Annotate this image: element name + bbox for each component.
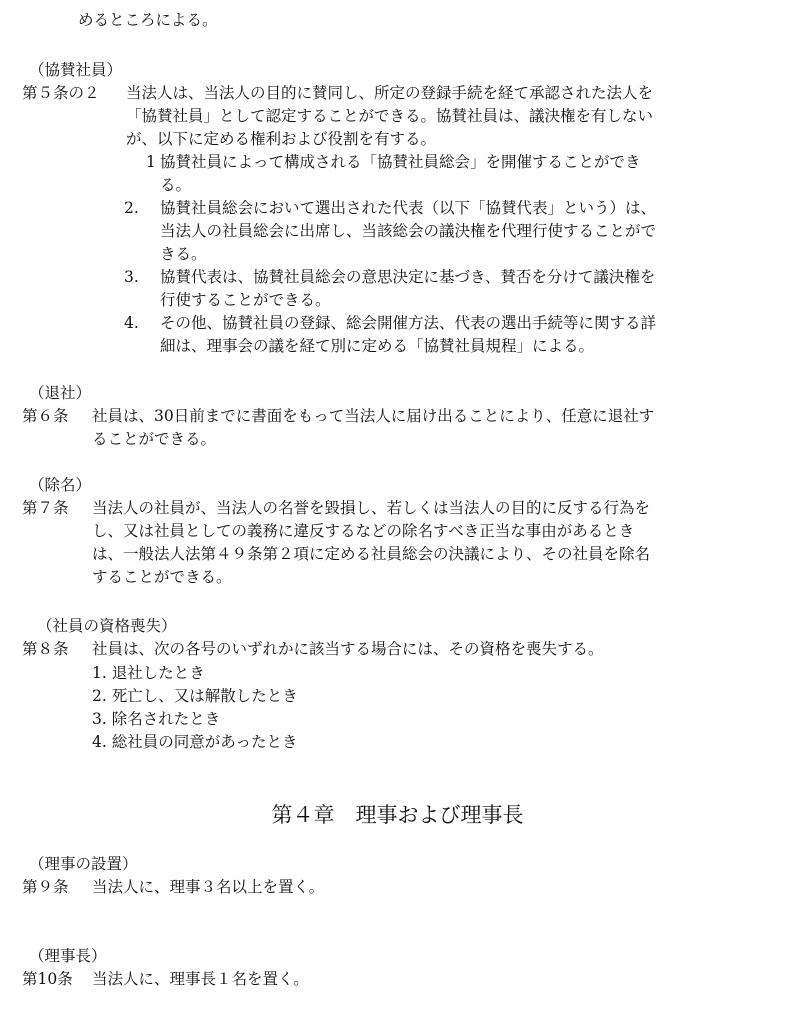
article-9-number: 第９条 [22,878,69,896]
item-line: 協賛代表は、協賛社員総会の意思決定に基づき、賛否を分けて議決権を [160,268,656,286]
article-8-item: 1. 退社したとき [92,664,205,682]
article-5-2-body [126,82,653,151]
article-6-line: ることができる。 [92,430,217,448]
article-5-2-item-1 [160,151,641,197]
article-5-2-item-4-number: 4. [124,314,139,332]
article-8-item: 3. 除名されたとき [92,710,221,728]
article-8-heading: （社員の資格喪失） [37,617,177,635]
article-5-2-item-1-number: 1 [146,153,156,171]
item-line: 行使することができる。 [160,291,331,309]
item-line: 当法人の社員総会に出席し、当該総会の議決権を代理行使することがで [160,222,657,240]
article-5-2-item-2-number: 2. [124,199,139,217]
article-7-line: することができる。 [92,568,232,586]
article-5-2-item-3 [160,266,655,312]
item-line: 細は、理事会の議を経て別に定める「協賛社員規程」による。 [160,337,595,355]
article-6-heading: （退社） [29,384,92,402]
article-8-line: 社員は、次の各号のいずれかに該当する場合には、その資格を喪失する。 [92,640,604,658]
article-5-2-item-2 [160,197,656,266]
article-5-2-item-4 [160,312,656,358]
article-6-body [92,405,654,451]
article-7-line: 当法人の社員が、当法人の名誉を毀損し、若しくは当法人の目的に反する行為を [92,499,651,517]
continuation-text: めるところによる。 [78,11,218,29]
article-8-items [92,662,298,754]
article-8-number: 第８条 [22,640,69,658]
article-5-2-heading: （協賛社員） [29,61,123,79]
article-7-number: 第７条 [22,499,69,517]
item-line: きる。 [160,245,207,263]
article-7-heading: （除名） [29,476,92,494]
article-7-line: は、一般法人法第４９条第２項に定める社員総会の決議により、その社員を除名 [92,545,651,563]
article-10-heading: （理事長） [29,947,107,965]
article-5-2-item-3-number: 3. [124,268,139,286]
item-line: 協賛社員によって構成される「協賛社員総会」を開催することができ [160,153,641,171]
article-5-2-line: が、以下に定める権利および役割を有する。 [126,130,437,148]
article-8-item: 2. 死亡し、又は解散したとき [92,687,298,705]
article-8-item: 4. 総社員の同意があったとき [92,733,298,751]
article-5-2-number: 第５条の２ [22,84,100,102]
article-6-number: 第６条 [22,407,69,425]
article-8-body [92,638,604,661]
item-line: る。 [160,176,192,194]
article-9-heading: （理事の設置） [29,855,138,873]
article-5-2-line: 当法人は、当法人の目的に賛同し、所定の登録手続を経て承認された法人を [126,84,654,102]
article-9-body: 当法人に、理事３名以上を置く。 [92,878,325,896]
article-7-line: し、又は社員としての義務に違反するなどの除名すべき正当な事由があるとき [92,522,635,540]
chapter-title: 第４章 理事および理事長 [271,803,524,827]
article-10-number: 第10条 [22,970,73,988]
article-6-line: 社員は、30日前までに書面をもって当法人に届け出ることにより、任意に退社す [92,407,655,425]
article-5-2-line: 「協賛社員」として認定することができる。協賛社員は、議決権を有しない [126,107,654,125]
item-line: 協賛社員総会において選出された代表（以下「協賛代表」という）は、 [160,199,657,217]
item-line: その他、協賛社員の登録、総会開催方法、代表の選出手続等に関する詳 [160,314,657,332]
article-7-body [92,497,650,589]
article-10-body: 当法人に、理事長１名を置く。 [92,970,309,988]
